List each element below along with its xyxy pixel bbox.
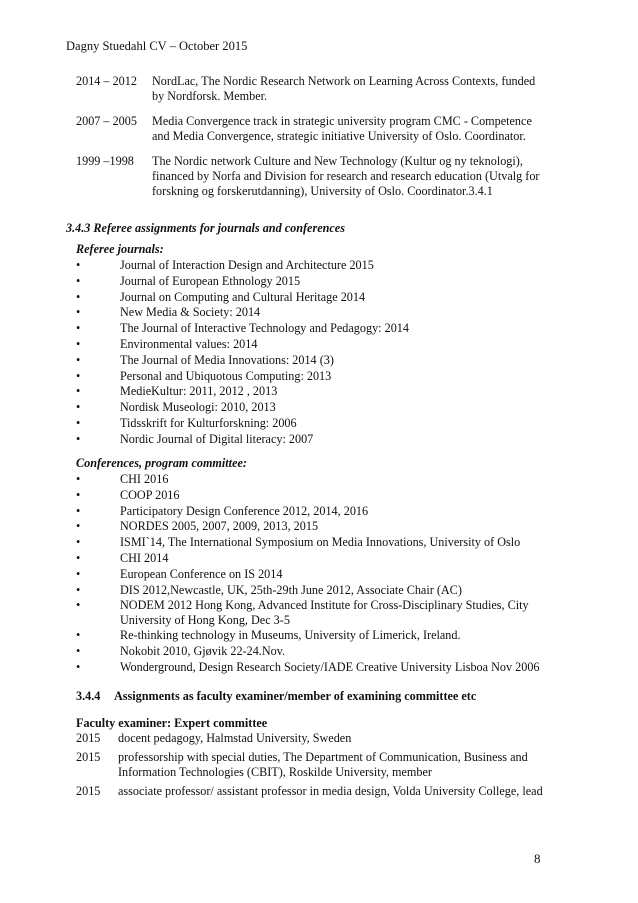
list-item: [76, 567, 556, 583]
bullet: •: [76, 472, 81, 486]
list-item: [76, 644, 556, 660]
examiner-text: professorship with special duties, The Department of Communication, Business and Information Technologies (CBIT), Roskilde University, member: [118, 750, 528, 779]
list-item: [76, 598, 556, 628]
conference-name: Wonderground, Design Research Society/IADE Creative University Lisboa Nov 2006: [120, 659, 540, 674]
bullet: •: [76, 258, 81, 272]
list-item: [76, 337, 556, 353]
journal-name: Journal of Interaction Design and Architecture 2015: [120, 258, 374, 272]
role-text: NordLac, The Nordic Research Network on Learning Across Contexts, funded by Nordforsk. Member.: [152, 74, 536, 103]
bullet: •: [76, 598, 81, 613]
list-item: [76, 535, 556, 551]
list-item: [76, 416, 556, 432]
examiner-year: 2015: [76, 731, 101, 745]
journal-name: The Journal of Media Innovations: 2014 (3): [120, 352, 334, 367]
journal-name: Journal of European Ethnology 2015: [120, 273, 301, 288]
conferences-title: Conferences, program committee:: [76, 456, 247, 470]
journal-name: Tidsskrift for Kulturforskning: 2006: [120, 415, 297, 430]
role-row: [76, 154, 556, 199]
list-item: [76, 628, 556, 644]
conference-name: DIS 2012,Newcastle, UK, 25th-29th June 2012, Associate Chair (AC): [120, 582, 462, 597]
bullet: •: [76, 519, 81, 534]
conference-name: Participatory Design Conference 2012, 2014, 2016: [120, 503, 369, 518]
list-item: [76, 321, 556, 337]
examiner-year: 2015: [76, 784, 101, 798]
bullet: •: [76, 659, 81, 674]
bullet: •: [76, 415, 81, 430]
conference-name: NODEM 2012 Hong Kong, Advanced Institute for Cross-Disciplinary Studies, City University of Hong Kong, Dec 3-5: [120, 598, 529, 628]
section-heading-referee: 3.4.3 Referee assignments for journals and conferences: [66, 221, 345, 235]
list-item: [76, 384, 556, 400]
list-item: [76, 400, 556, 416]
examiner-row: [76, 731, 556, 746]
conference-name: Nokobit 2010, Gjøvik 22-24.Nov.: [120, 644, 286, 659]
conference-name: COOP 2016: [120, 487, 180, 502]
list-item: [76, 551, 556, 567]
journal-name: Nordisk Museologi: 2010, 2013: [120, 400, 276, 415]
examiner-row: [76, 784, 556, 799]
journal-name: Journal on Computing and Cultural Heritage 2014: [120, 289, 366, 304]
conference-name: ISMI`14, The International Symposium on Media Innovations, University of Oslo: [120, 535, 521, 550]
list-item: [76, 305, 556, 321]
bullet: •: [76, 628, 81, 643]
list-item: [76, 290, 556, 306]
bullet: •: [76, 368, 81, 383]
list-item: [76, 472, 556, 488]
role-row: [76, 114, 556, 144]
role-years: 1999 –1998: [76, 154, 134, 168]
section-title: Assignments as faculty examiner/member of examining committee etc: [114, 689, 477, 703]
journal-name: Personal and Ubiquotous Computing: 2013: [120, 368, 332, 383]
role-text: Media Convergence track in strategic university program CMC - Competence and Media Convergence, strategic initiative University of Oslo. Coordinator.: [152, 114, 532, 143]
bullet: •: [76, 431, 81, 446]
conferences-list: [76, 456, 556, 676]
bullet: •: [76, 550, 81, 565]
list-item: [76, 660, 556, 676]
bullet: •: [76, 273, 81, 288]
journal-name: MedieKultur: 2011, 2012 , 2013: [120, 384, 278, 399]
bullet: •: [76, 352, 81, 367]
bullet: •: [76, 289, 81, 304]
conference-name: Re-thinking technology in Museums, University of Limerick, Ireland.: [120, 628, 461, 643]
bullet: •: [76, 384, 81, 399]
bullet: •: [76, 305, 81, 320]
bullet: •: [76, 400, 81, 415]
role-text: The Nordic network Culture and New Technology (Kultur og ny teknologi), financed by Norfa and Division for research and research education (Utvalg for forskning og forskerutdanning), University of Oslo. Coordinator.3.4.1: [152, 154, 540, 198]
examiner-text: associate professor/ assistant professor in media design, Volda University College, lead: [118, 784, 543, 798]
section-number: 3.4.4: [76, 689, 101, 703]
journal-name: The Journal of Interactive Technology and Pedagogy: 2014: [120, 321, 409, 336]
role-row: [76, 74, 556, 104]
conference-name: European Conference on IS 2014: [120, 566, 283, 581]
list-item: [76, 519, 556, 535]
examiner-year: 2015: [76, 750, 101, 764]
page-number: 8: [534, 851, 541, 866]
role-years: 2014 – 2012: [76, 74, 137, 88]
journal-name: Environmental values: 2014: [120, 336, 258, 351]
journal-name: New Media & Society: 2014: [120, 305, 261, 320]
list-item: [76, 583, 556, 599]
list-item: [76, 258, 556, 274]
referee-journals-list: [76, 242, 556, 448]
list-item: [76, 432, 556, 448]
bullet: •: [76, 566, 81, 581]
conference-name: NORDES 2005, 2007, 2009, 2013, 2015: [120, 519, 319, 534]
network-roles-list: [76, 74, 556, 209]
list-item: [76, 353, 556, 369]
list-item: [76, 488, 556, 504]
examiner-text: docent pedagogy, Halmstad University, Sweden: [118, 731, 352, 745]
bullet: •: [76, 535, 81, 550]
bullet: •: [76, 582, 81, 597]
faculty-examiner-list: [76, 716, 556, 803]
list-item: [76, 504, 556, 520]
conference-name: CHI 2014: [120, 550, 169, 565]
referee-journals-title: Referee journals:: [76, 242, 164, 256]
section-heading-examiner: [76, 689, 476, 704]
bullet: •: [76, 503, 81, 518]
page-header: Dagny Stuedahl CV – October 2015: [66, 39, 248, 53]
examiner-row: [76, 750, 556, 780]
list-item: [76, 369, 556, 385]
role-years: 2007 – 2005: [76, 114, 137, 128]
conference-name: CHI 2016: [120, 472, 169, 486]
bullet: •: [76, 321, 81, 336]
journal-name: Nordic Journal of Digital literacy: 2007: [120, 431, 314, 446]
list-item: [76, 274, 556, 290]
bullet: •: [76, 336, 81, 351]
bullet: •: [76, 487, 81, 502]
bullet: •: [76, 644, 81, 659]
faculty-examiner-title: Faculty examiner: Expert committee: [76, 716, 268, 730]
